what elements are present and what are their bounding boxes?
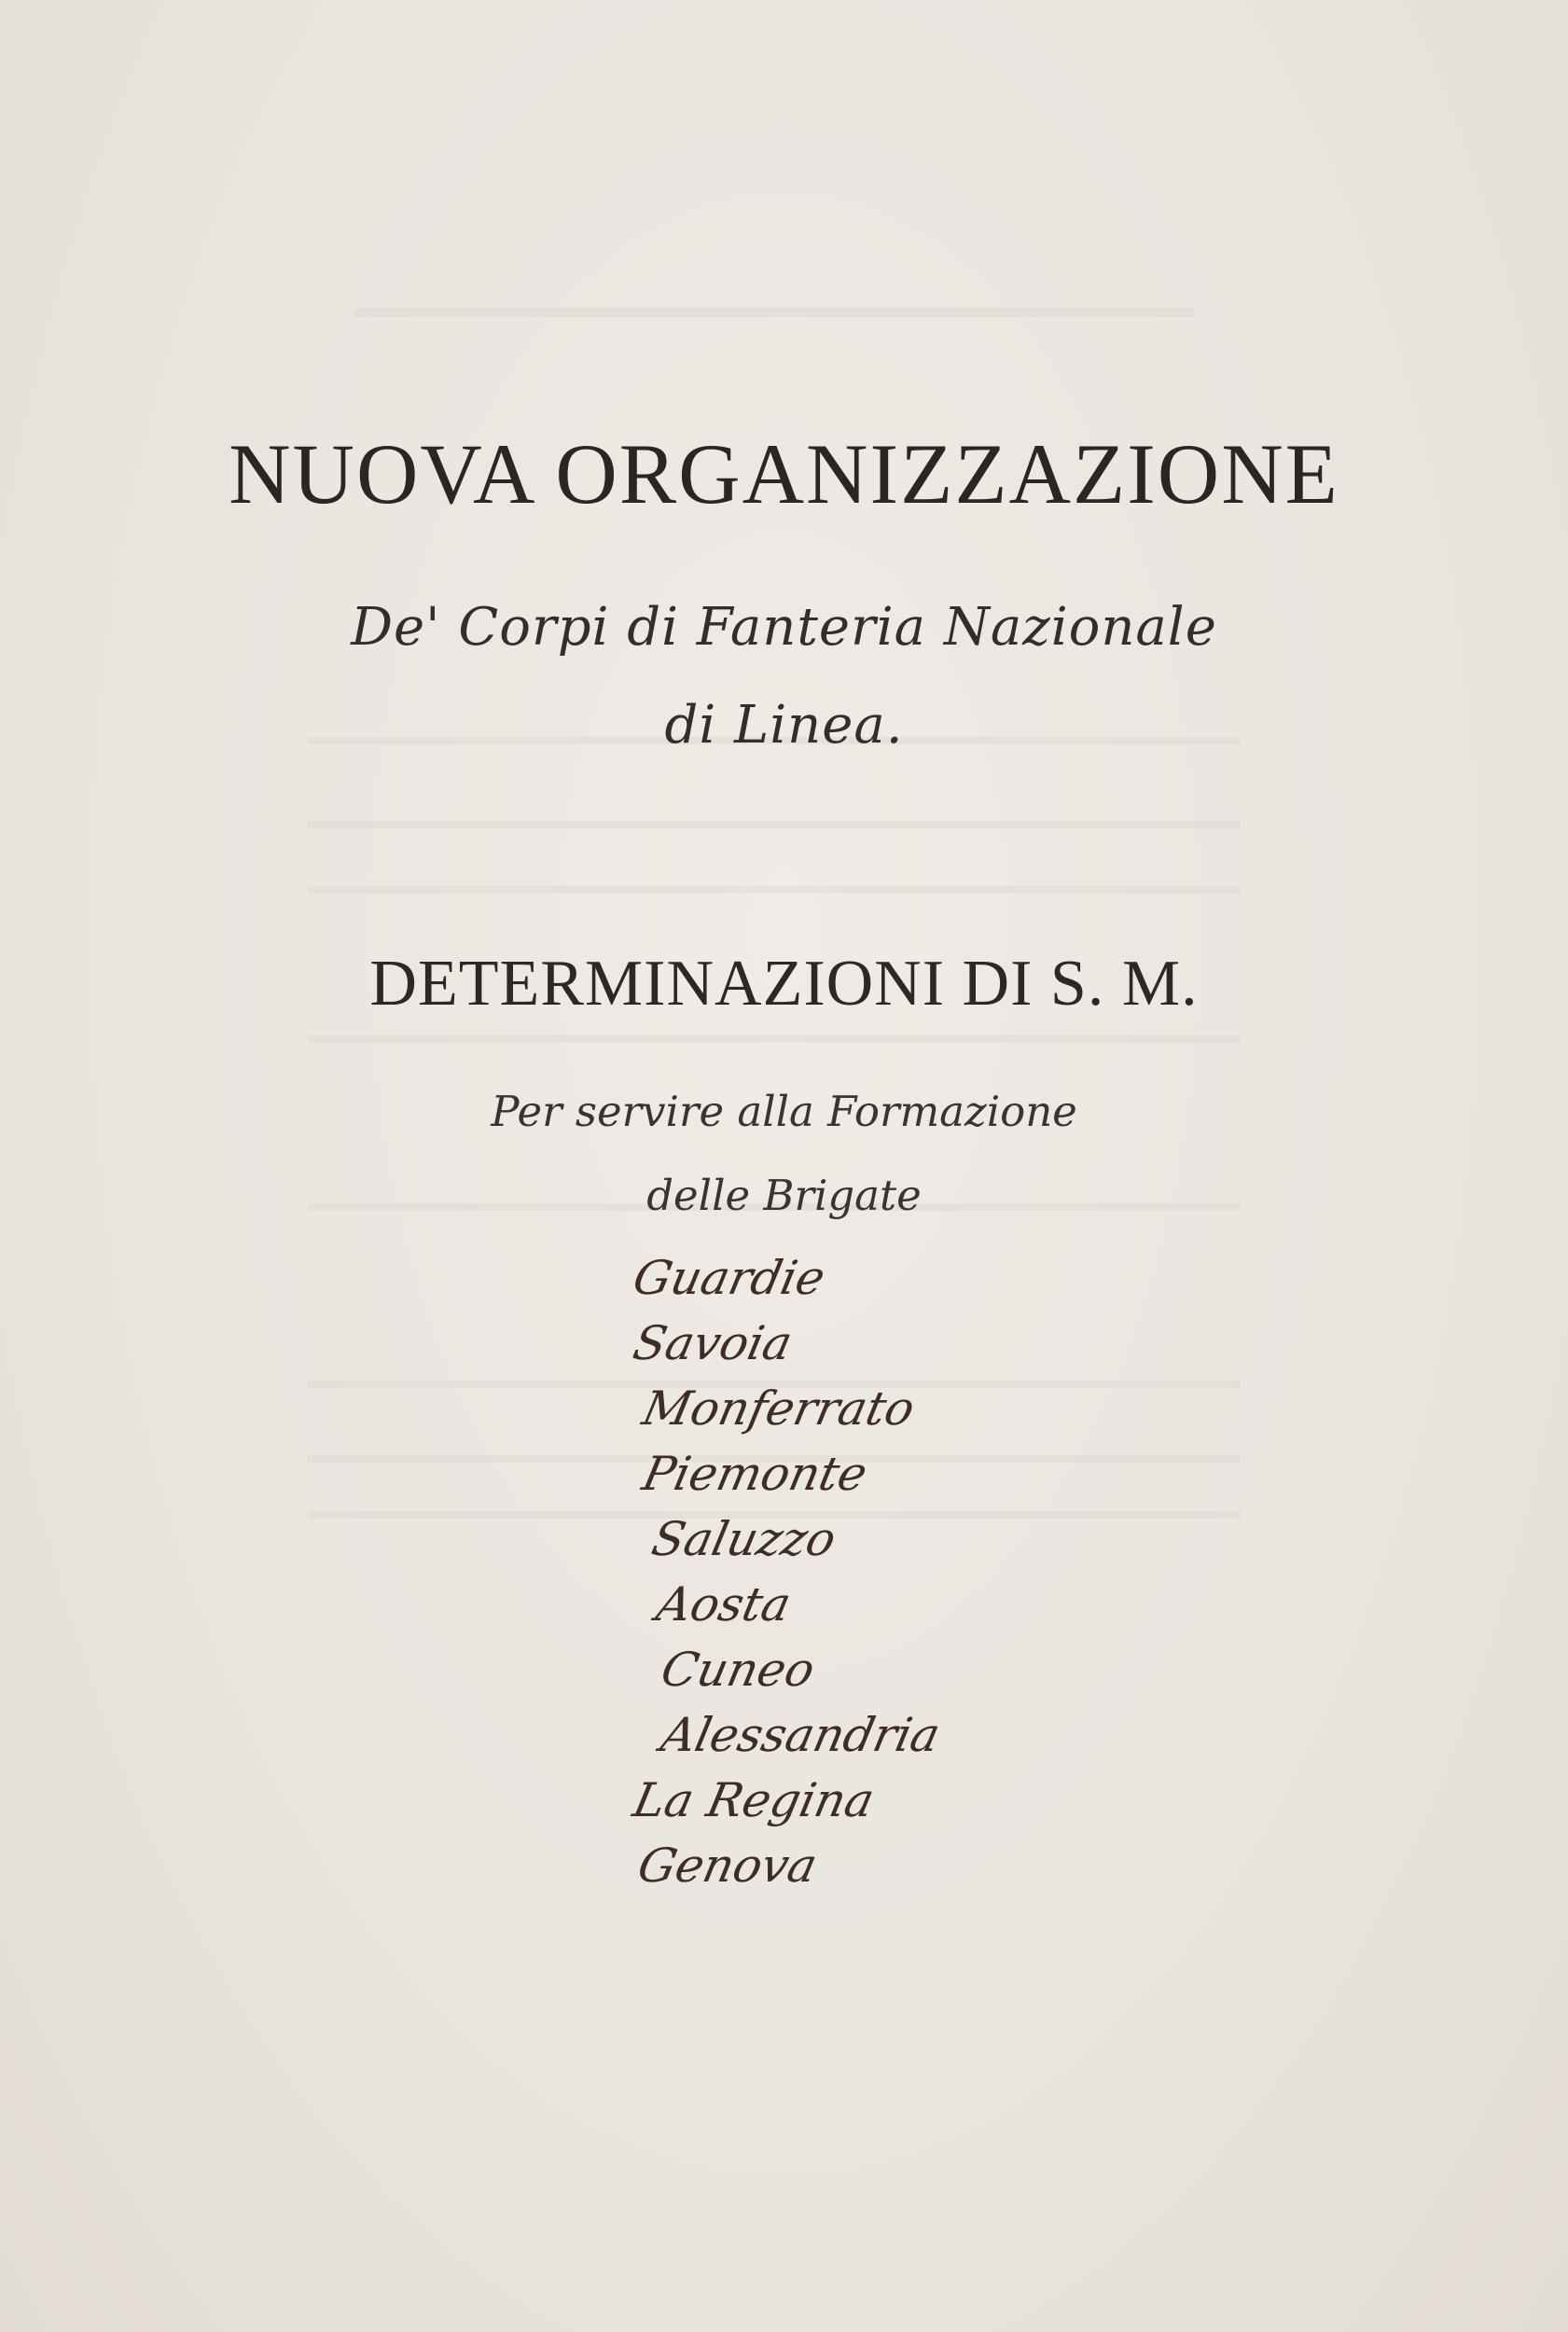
handwritten-brigade: Saluzzo bbox=[646, 1512, 841, 1566]
handwritten-brigade: Savoia bbox=[628, 1316, 798, 1370]
handwritten-brigade: Alessandria bbox=[656, 1708, 945, 1762]
handwritten-brigade-list bbox=[628, 1245, 1007, 1898]
subtitle-line-2: di Linea. bbox=[664, 695, 904, 756]
handwritten-brigade: Guardie bbox=[628, 1251, 830, 1305]
handwritten-brigade: Cuneo bbox=[656, 1643, 820, 1697]
purpose-line-2: delle Brigate bbox=[646, 1171, 922, 1220]
subtitle-line-1: De' Corpi di Fanteria Nazionale bbox=[351, 597, 1217, 658]
handwritten-brigade: Genova bbox=[632, 1839, 823, 1893]
handwritten-brigade: La Regina bbox=[628, 1773, 880, 1827]
handwritten-brigade: Aosta bbox=[651, 1577, 796, 1631]
handwritten-brigade: Piemonte bbox=[637, 1447, 872, 1501]
document-title: NUOVA ORGANIZZAZIONE bbox=[229, 426, 1339, 521]
determinations-heading: DETERMINAZIONI DI S. M. bbox=[369, 948, 1199, 1020]
handwritten-brigade: Monferrato bbox=[637, 1381, 920, 1436]
purpose-line-1: Per servire alla Formazione bbox=[491, 1087, 1077, 1136]
